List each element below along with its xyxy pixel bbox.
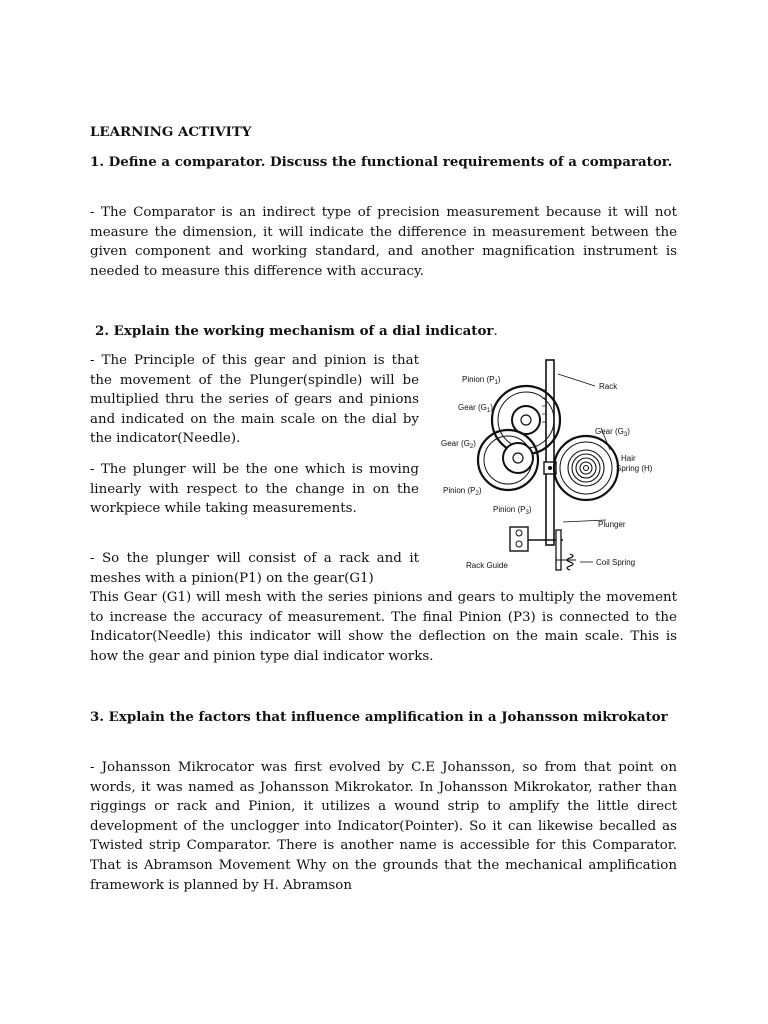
label-plunger: Plunger bbox=[598, 520, 626, 529]
label-gear-g1: Gear $(G_1)$ bbox=[458, 403, 493, 414]
label-hair: Hair bbox=[621, 454, 636, 463]
q1-answer: - The Comparator is an indirect type of precision measurement because it will not measure the dimension, it will indicate the difference in measurement between the given component and working standard, and another magnification instrument is needed to measure this difference with accuracy. bbox=[90, 205, 677, 279]
q2-question-period: . bbox=[493, 324, 498, 339]
coil-spring-shape bbox=[567, 554, 573, 570]
q2-question-text: 2. Explain the working mechanism of a dial indicator bbox=[95, 323, 494, 339]
label-spring-h: Spring (H) bbox=[616, 464, 653, 473]
pinion-p1-circle bbox=[512, 406, 540, 434]
label-pinion-p1: Pinion $(P_1)$ bbox=[462, 375, 501, 386]
label-rack-guide: Rack Guide bbox=[466, 561, 508, 570]
page-title: LEARNING ACTIVITY bbox=[90, 124, 252, 140]
dial-indicator-diagram bbox=[438, 350, 678, 575]
q2-para-3-continued: This Gear (G1) will mesh with the series pinions and gears to multiply the movement to increase the accuracy of measurement. The final Pinion (P3) is connected to the Indicator(Needle) this indicator will show the deflection on the main scale. This is how the gear and pinion type dial indicator works. bbox=[90, 590, 677, 664]
q1-question: 1. Define a comparator. Discuss the functional requirements of a comparator. bbox=[90, 154, 673, 170]
plunger-rod bbox=[556, 530, 561, 570]
pinion-p2-circle bbox=[503, 443, 533, 473]
q2-para-2: - The plunger will be the one which is moving linearly with respect to the change in on the workpiece while taking measurements. bbox=[90, 462, 419, 517]
q2-question bbox=[95, 322, 682, 342]
q3-answer: - Johansson Mikrocator was first evolved by C.E Johansson, so from that point on words, it was named as Johansson Mikrokator. In Johansson Mikrokator, rather than riggings or rack and Pinion, it utilizes a wound strip to amplify the little direct development of the unclogger into Indicator(Pointer). So it can likewise becalled as Twisted strip Comparator. There is another name is accessible for this Comparator. That is Abramson Movement Why on the grounds that the mechanical amplification framework is planned by H. Abramson bbox=[90, 760, 677, 893]
label-pinion-p2: Pinion $(P_2)$ bbox=[443, 486, 482, 497]
label-pinion-p3: Pinion $(P_3)$ bbox=[493, 505, 532, 516]
label-gear-g3: Gear $(G_3)$ bbox=[595, 427, 630, 438]
label-coil-spring: Coil Spring bbox=[596, 558, 636, 567]
hair-spring-coil bbox=[568, 450, 604, 486]
rack-bar bbox=[546, 360, 554, 545]
q2-para-1: - The Principle of this gear and pinion is that the movement of the Plunger(spindle) will be multiplied thru the series of gears and pinions and indicated on the main scale on the dial by the indicator(Needle). bbox=[90, 353, 419, 447]
label-gear-g2: Gear $(G_2)$ bbox=[441, 439, 476, 450]
label-rack: Rack bbox=[599, 382, 618, 391]
q3-question: 3. Explain the factors that influence amplification in a Johansson mikrokator bbox=[90, 709, 668, 725]
q2-para-3: - So the plunger will consist of a rack and it meshes with a pinion(P1) on the gear(G1) bbox=[90, 551, 419, 586]
